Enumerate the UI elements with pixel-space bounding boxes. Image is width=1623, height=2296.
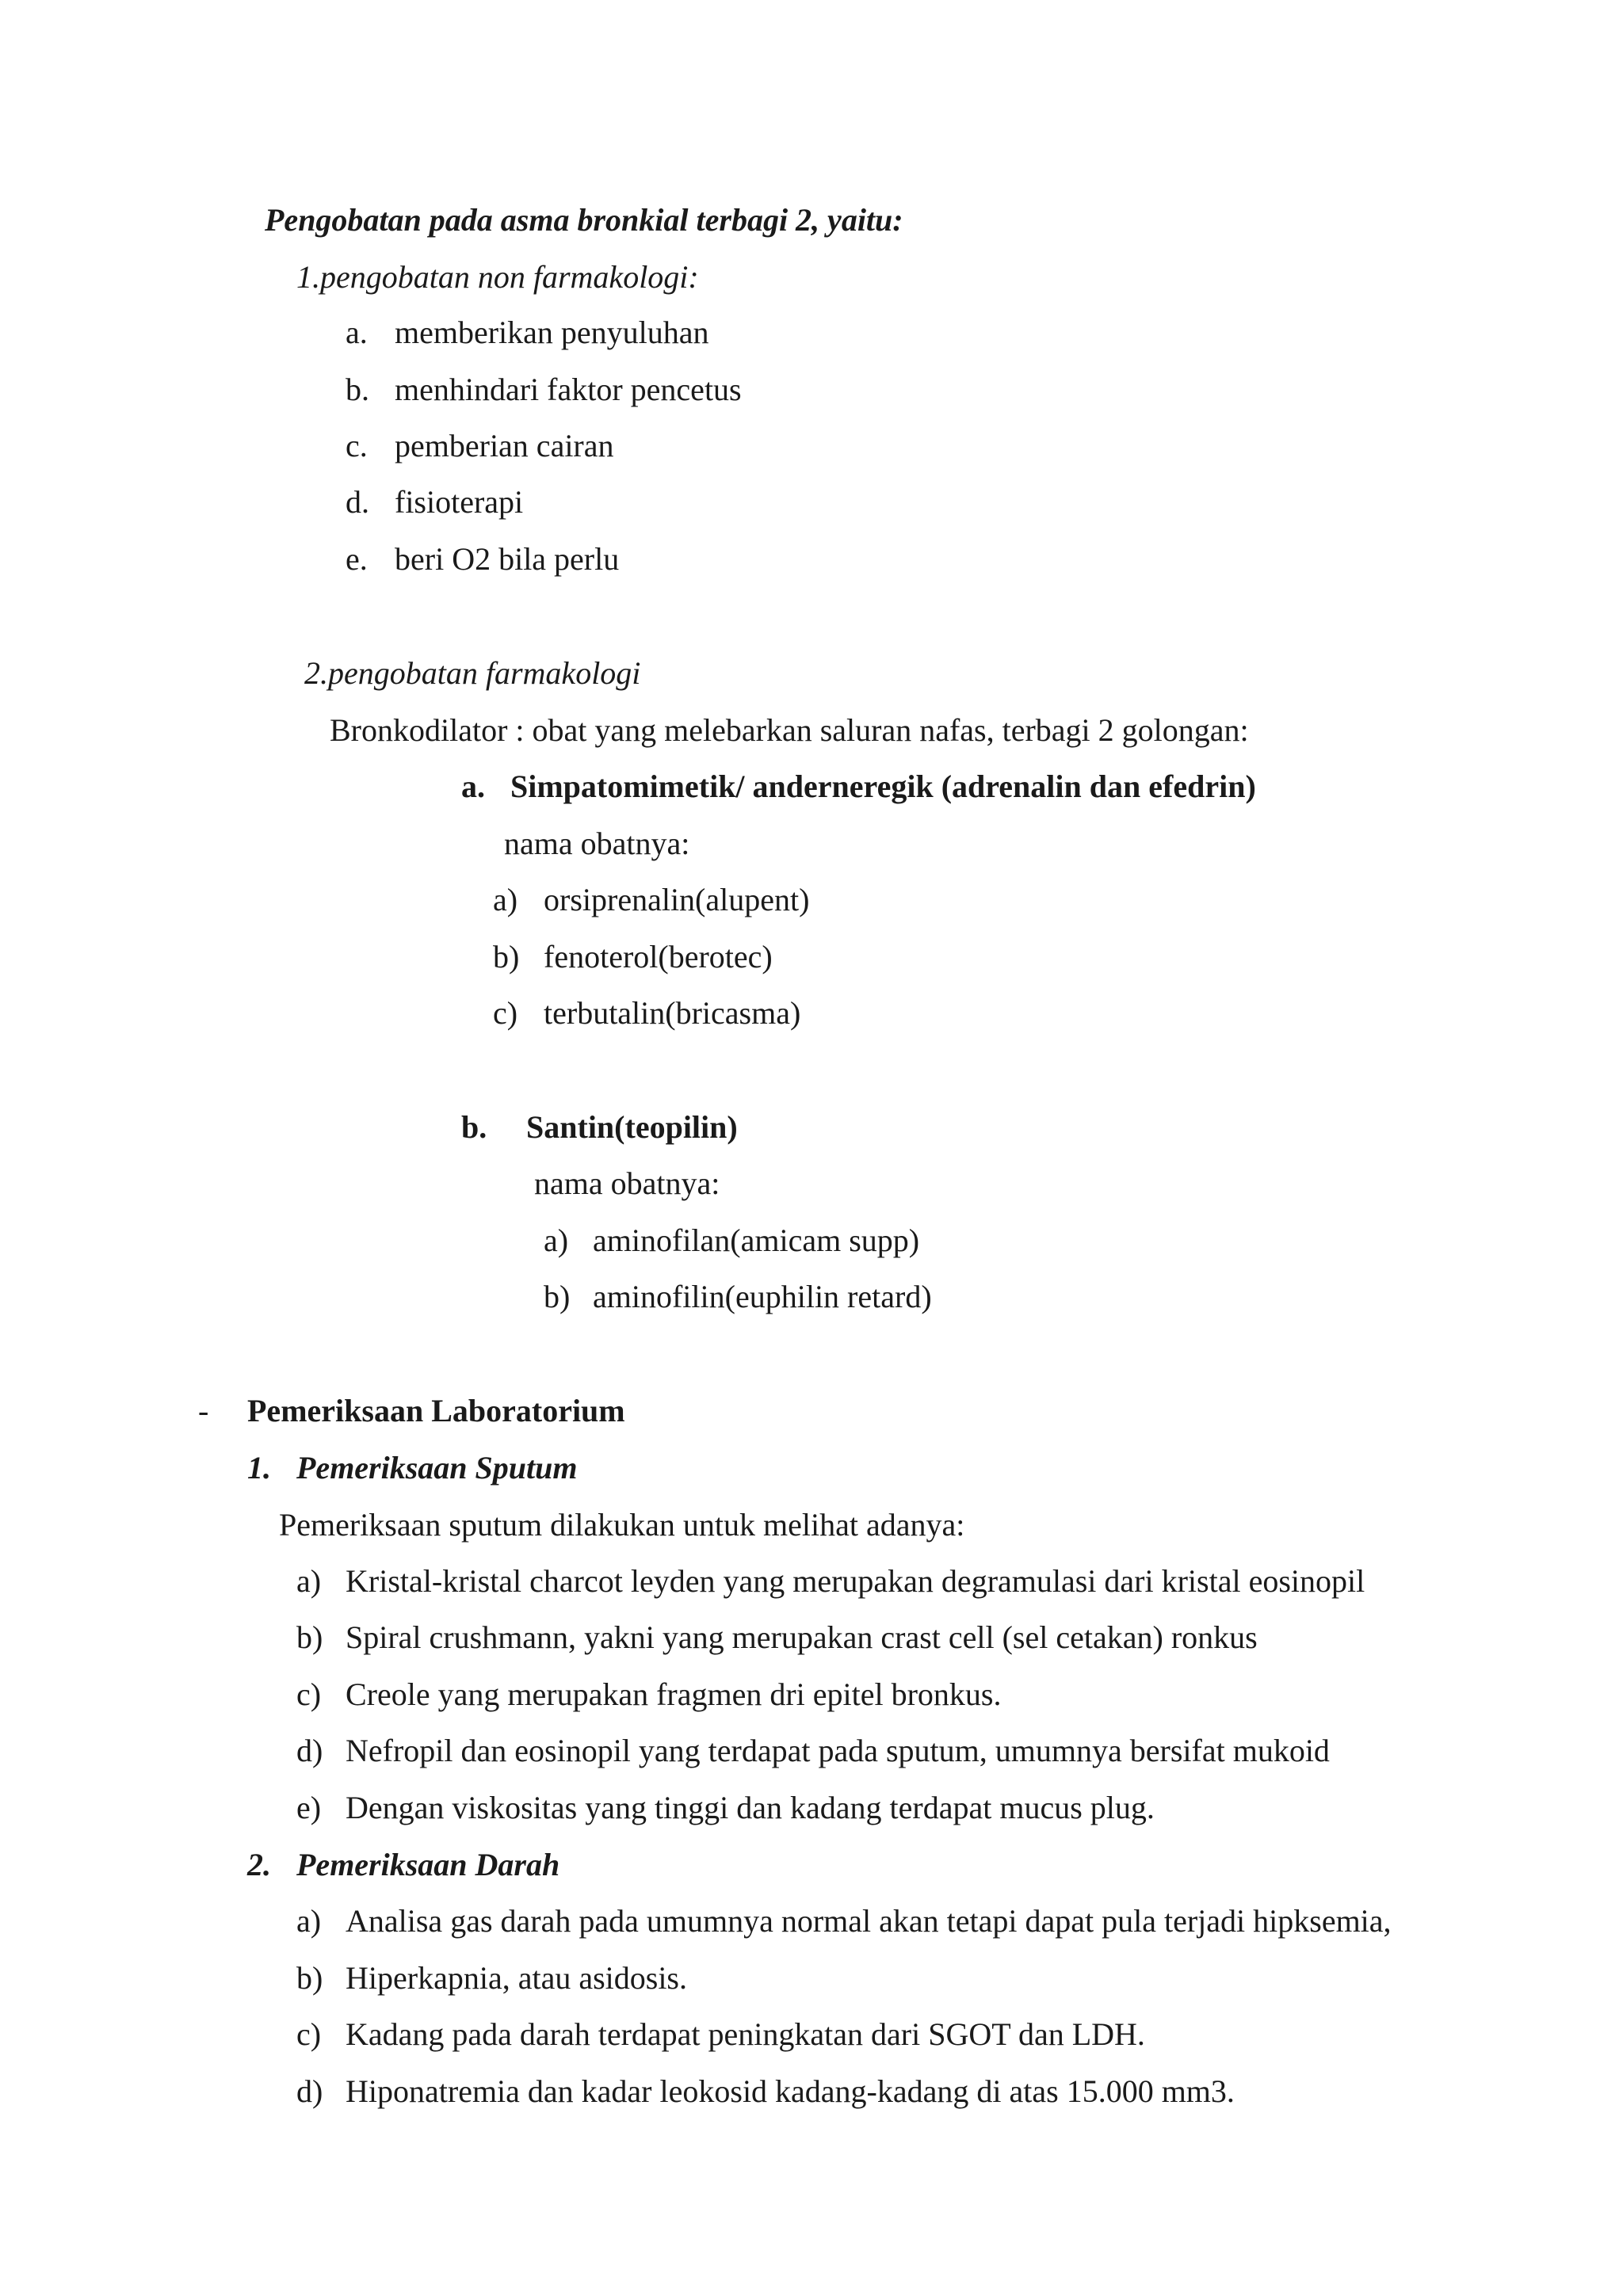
sputum-item-marker: a)	[296, 1563, 322, 1599]
blood-item: Kadang pada darah terdapat peningkatan dari SGOT dan LDH.	[346, 2016, 1145, 2052]
blood-item-marker: d)	[296, 2073, 323, 2109]
non-pharma-item-marker: b.	[346, 372, 369, 407]
sputum-item-marker: b)	[296, 1619, 323, 1655]
drug-item: orsiprenalin(alupent)	[544, 882, 810, 917]
blood-item: Hiponatremia dan kadar leokosid kadang-kadang di atas 15.000 mm3.	[346, 2073, 1235, 2109]
non-pharma-item: fisioterapi	[395, 484, 524, 520]
treatment-heading: Pengobatan pada asma bronkial terbagi 2, yaitu:	[265, 202, 903, 238]
non-pharma-item-marker: a.	[346, 315, 368, 350]
blood-item: Analisa gas darah pada umumnya normal akan tetapi dapat pula terjadi hipksemia,	[346, 1903, 1392, 1939]
sputum-item-marker: d)	[296, 1733, 323, 1768]
sputum-item: Nefropil dan eosinopil yang terdapat pada sputum, umumnya bersifat mukoid	[346, 1733, 1330, 1768]
sputum-title: Pemeriksaan Sputum	[296, 1450, 578, 1486]
blood-item: Hiperkapnia, atau asidosis.	[346, 1960, 687, 1996]
lab-title: Pemeriksaan Laboratorium	[247, 1393, 625, 1428]
drug-item: aminofilan(amicam supp)	[593, 1222, 920, 1258]
drug-marker: b)	[544, 1279, 571, 1314]
non-pharma-item: memberikan penyuluhan	[395, 315, 709, 350]
non-pharma-item-marker: e.	[346, 541, 368, 577]
blood-item-marker: a)	[296, 1903, 322, 1939]
sputum-item: Kristal-kristal charcot leyden yang merupakan degramulasi dari kristal eosinopil	[346, 1563, 1365, 1599]
sputum-item-marker: e)	[296, 1790, 322, 1825]
sputum-item: Dengan viskositas yang tinggi dan kadang terdapat mucus plug.	[346, 1790, 1155, 1825]
sputum-item: Spiral crushmann, yakni yang merupakan crast cell (sel cetakan) ronkus	[346, 1619, 1258, 1655]
sputum-intro: Pemeriksaan sputum dilakukan untuk melihat adanya:	[279, 1507, 965, 1543]
drug-item: fenoterol(berotec)	[544, 939, 773, 974]
drug-label: nama obatnya:	[534, 1165, 720, 1201]
non-pharma-item: beri O2 bila perlu	[395, 541, 620, 577]
sputum-item: Creole yang merupakan fragmen dri epitel bronkus.	[346, 1676, 1002, 1712]
pharma-intro: Bronkodilator : obat yang melebarkan saluran nafas, terbagi 2 golongan:	[330, 712, 1249, 748]
non-pharma-item-marker: d.	[346, 484, 369, 520]
pharma-title: 2.pengobatan farmakologi	[304, 655, 641, 691]
blood-title: Pemeriksaan Darah	[296, 1847, 560, 1882]
non-pharma-title: 1.pengobatan non farmakologi:	[296, 259, 699, 295]
drug-marker: b)	[493, 939, 520, 974]
sputum-item-marker: c)	[296, 1676, 322, 1712]
blood-item-marker: c)	[296, 2016, 322, 2052]
non-pharma-item: menhindari faktor pencetus	[395, 372, 742, 407]
lab-bullet: -	[198, 1393, 209, 1428]
blood-marker: 2.	[247, 1847, 271, 1882]
drug-marker: c)	[493, 995, 518, 1031]
drug-item: terbutalin(bricasma)	[544, 995, 801, 1031]
non-pharma-item-marker: c.	[346, 428, 368, 463]
drug-marker: a)	[544, 1222, 569, 1258]
non-pharma-item: pemberian cairan	[395, 428, 614, 463]
drug-marker: a)	[493, 882, 518, 917]
group-marker: b.	[461, 1109, 487, 1145]
group-title: Simpatomimetik/ anderneregik (adrenalin dan efedrin)	[510, 769, 1256, 804]
group-title: Santin(teopilin)	[526, 1109, 738, 1145]
drug-item: aminofilin(euphilin retard)	[593, 1279, 932, 1314]
blood-item-marker: b)	[296, 1960, 323, 1996]
sputum-marker: 1.	[247, 1450, 271, 1486]
drug-label: nama obatnya:	[504, 826, 690, 861]
group-marker: a.	[461, 769, 485, 804]
